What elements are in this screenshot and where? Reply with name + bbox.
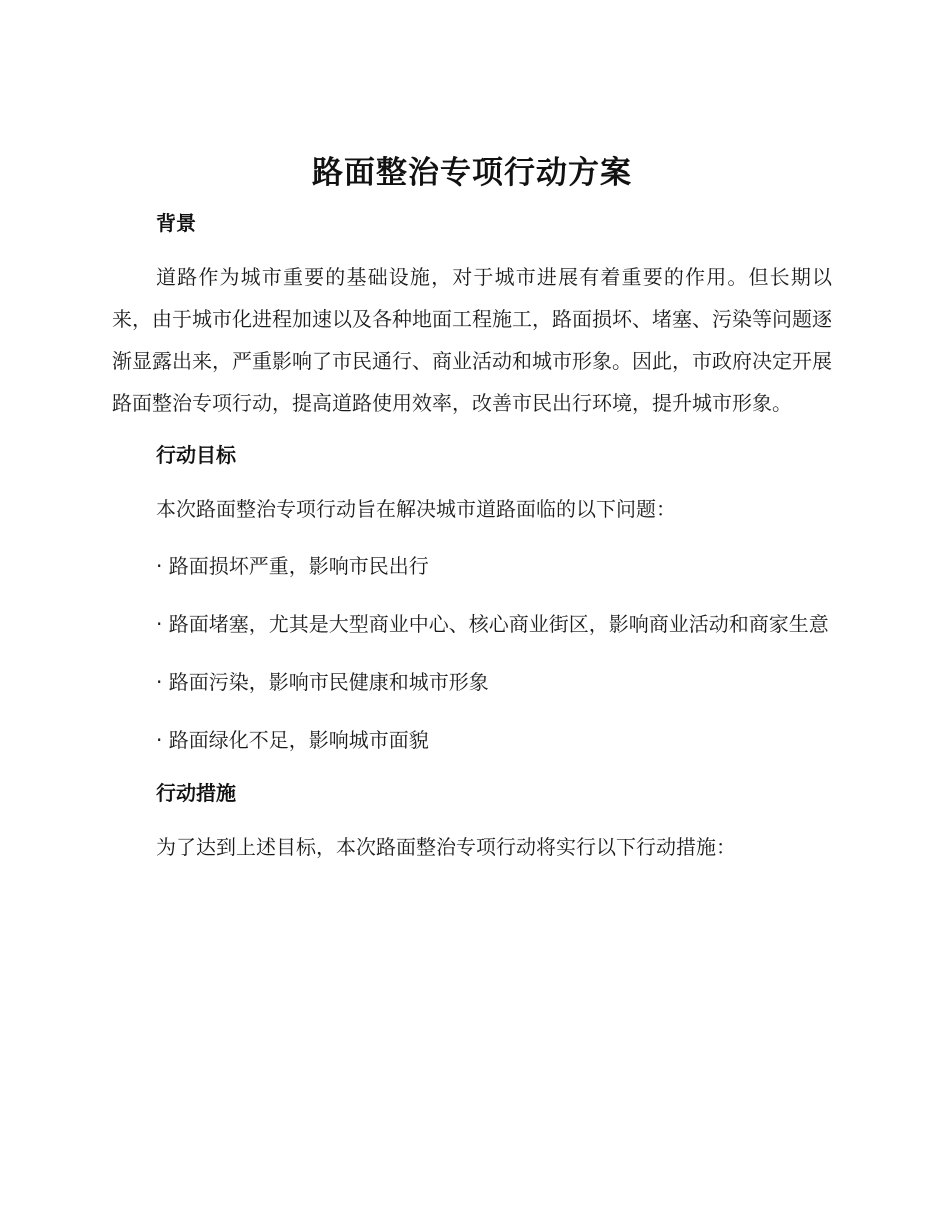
background-paragraph: 道路作为城市重要的基础设施，对于城市进展有着重要的作用。但长期以来，由于城市化进程加速以及各种地面工程施工，路面损坏、堵塞、污染等问题逐渐显露出来，严重影响了市民通行、商业活动和城市形象。因此，市政府决定开展路面整治专项行动，提高道路使用效率，改善市民出行环境，提升城市形象。	[112, 265, 832, 415]
goal-item: · 路面损坏严重，影响市民出行	[156, 554, 429, 578]
section-heading-background: 背景	[156, 211, 196, 235]
section-measures	[112, 782, 832, 868]
goals-intro: 本次路面整治专项行动旨在解决城市道路面临的以下问题：	[156, 497, 676, 521]
goal-item: · 路面绿化不足，影响城市面貌	[156, 728, 429, 752]
goal-item: · 路面堵塞，尤其是大型商业中心、核心商业街区，影响商业活动和商家生意	[156, 612, 829, 636]
goal-item: · 路面污染，影响市民健康和城市形象	[156, 670, 489, 694]
document-title: 路面整治专项行动方案	[312, 155, 632, 191]
measures-intro: 为了达到上述目标，本次路面整治专项行动将实行以下行动措施：	[156, 835, 736, 859]
section-background	[112, 212, 832, 424]
document-body	[112, 148, 832, 888]
section-goals	[112, 444, 832, 762]
section-heading-goals: 行动目标	[156, 443, 236, 467]
section-heading-measures: 行动措施	[156, 781, 236, 805]
